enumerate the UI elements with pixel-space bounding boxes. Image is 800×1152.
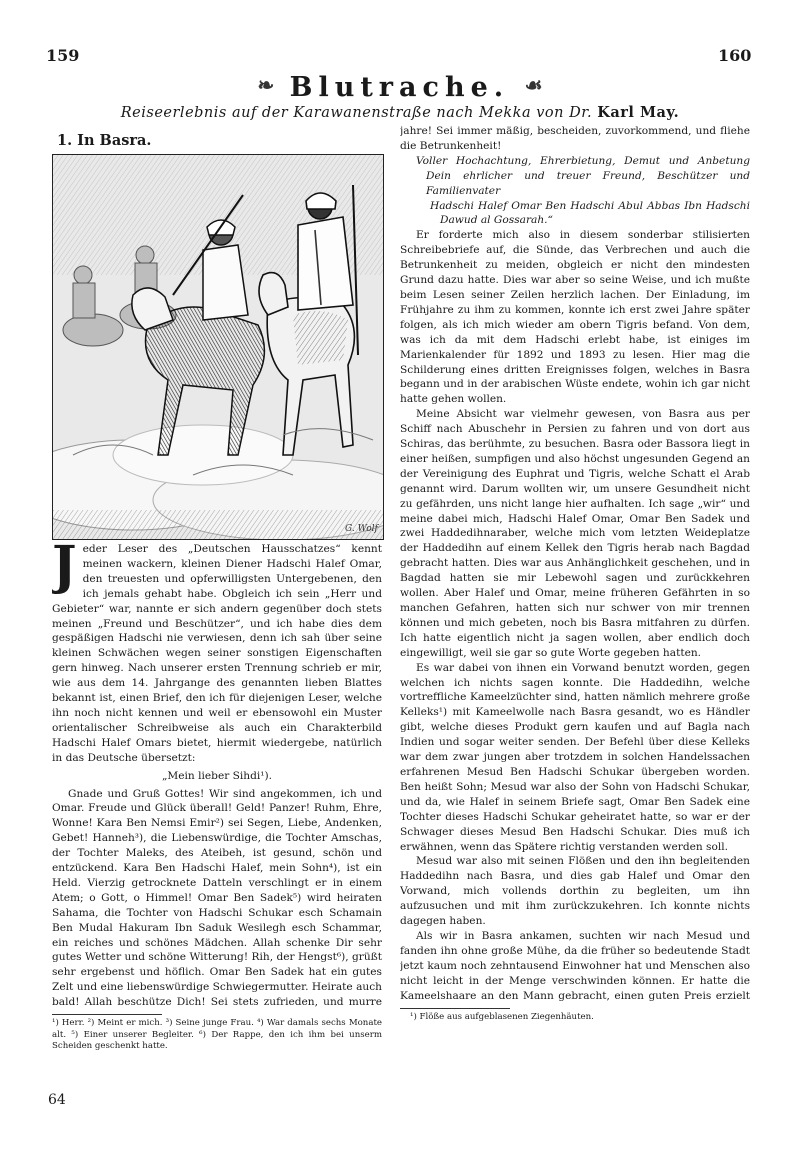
letter-salutation: „Mein lieber Sihdi¹).	[161, 769, 273, 782]
opening-paragraph-text: eder Leser des „Deutschen Hausschatzes“ kennt meinen wackern, kleinen Diener Hadschi Halef Omar, den treuesten und opferwilligsten Untergebenen, den ich jemals gehabt habe. Obgleich ich sein „Herr und Gebieter“ war, nannte er sich andern gegenüber doch stets meinen „Freund und Beschützer“, und ich habe dies dem gespäßigen Hadschi nie verwiesen, denn ich sah über seine kleinen Schwächen wegen seiner sonstigen Eigenschaften gern hinweg. Nach unserer ersten Trennung schrieb er mir, wie aus dem 14. Jahrgange des genannten lieben Blattes bekannt ist, einen Brief, den ich für diejenigen Leser, welche ihn noch nicht kennen und weil er ebensowohl ein Muster orientalischer Schreibweise als auch ein Charakterbild Hadschi Halef Omars bietet, hiermit wiedergebe, natürlich in das Deutsche übersetzt:	[52, 543, 382, 764]
drop-cap: J	[52, 542, 77, 596]
section-heading: 1. In Basra.	[57, 132, 152, 149]
letter-signature: Hadschi Halef Omar Ben Hadschi Abul Abbas Ibn Hadschi Dawud al Gossarah.“	[430, 199, 750, 227]
opening-paragraph	[52, 542, 382, 766]
right-column-text	[400, 124, 750, 1004]
letter-closing: Voller Hochachtung, Ehrerbietung, Demut und Anbetung Dein ehrlicher und treuer Freund, Beschützer und Familienvater	[416, 154, 750, 197]
left-column-text	[52, 542, 382, 1012]
paragraph-2: Meine Absicht war vielmehr gewesen, von Basra aus per Schiff nach Abuschehr in Persien zu fahren und von dort aus Schiras, das berühmte, zu besuchen. Basra oder Bassora liegt in einer heißen, sumpfigen und also höchst ungesunden Gegend an der Vereinigung des Euphrat und Tigris, welche Schatt el Arab genannt wird. Darum wollten wir, um unsere Gesundheit nicht zu gefährden, uns nicht lange hier aufhalten. Ich sage „wir“ und meine dabei mich, Hadschi Halef Omar, Omar Ben Sadek und zwei Haddedihnaraber, welche mich vom letzten Weideplatze der Haddedihn auf einem Kellek den Tigris herab nach Bagdad gebracht hatten. Dies war aus Anhänglichkeit geschehen, und in Bagdad hatten sie mir Lebewohl sagen und zurückkehren wollen. Aber Halef und Omar, meine früheren Gefährten in so manchen Gefahren, hatten sich nur schwer von mir trennen können und mich gebeten, noch bis Basra mitfahren zu dürfen. Ich hatte eigentlich nicht ja sagen wollen, aber endlich doch eingewilligt, weil sie gar so gute Worte gegeben hatten.	[400, 408, 750, 659]
riders-engraving-icon	[53, 155, 383, 539]
ornament-right-icon: ☙	[524, 73, 543, 97]
letter-body: Gnade und Gruß Gottes! Wir sind angekommen, ich und Omar. Freude und Glück überall! Geld! Panzer! Ruhm, Ehre, Wonne! Kara Ben Nemsi Emir²) sei Segen, Liebe, Andenken, Gebet! Hanneh³), die Liebenswürdige, die Tochter Amschas, der Tochter Maleks, des Ateibeh, ist gesund, schön und entzückend. Kara Ben Hadschi Halef, mein Sohn⁴), ist ein Held. Vierzig getrocknete Datteln verschlingt er in einem Atem; o Gott, o Himmel! Omar Ben Sadek⁵) wird heiraten Sahama, die Tochter von Hadschi Schukar esch Schamain Ben Mudal Hakuram Ibn Saduk Wesilegh esch Schammar, ein reiches und schönes Mädchen. Allah schenke Dir sehr gutes Wetter und schöne Witterung! Rih, der Hengst⁶), grüßt sehr ergebenst und höflich. Omar Ben Sadek hat ein gutes Zelt und eine liebenswürdige Schwiegermutter. Heirate auch bald! Allah beschütze Dich! Sei stets zufrieden, und murre	[52, 787, 382, 1009]
article-title-text: Blutrache.	[289, 72, 510, 103]
ornament-left-icon: ❧	[257, 73, 275, 97]
illustration-riders	[52, 154, 384, 540]
paragraph-4: Mesud war also mit seinen Flößen und den ihn begleitenden Haddedihn nach Basra, und dies gab Halef und Omar den Vorwand, mich vollends dorthin zu begleiten, um ihn aufzusuchen und mit ihm zurückzukehren. Ich konnte nichts dagegen haben.	[400, 855, 750, 928]
paragraph-1: Er forderte mich also in diesem sonderbar stilisierten Schreibebriefe auf, die Sünde, das Verbrechen und auch die Betrunkenheit zu meiden, obgleich er nicht den mindesten Grund dazu hatte. Dies war aber so seine Weise, und ich mußte beim Lesen seiner Zeilen herzlich lachen. Der Einladung, im Frühjahre zu ihm zu kommen, konnte ich erst zwei Jahre später folgen, als ich mich wieder am obern Tigris befand. Von dem, was ich da mit dem Hadschi erlebt habe, ist einiges im Marienkalender für 1892 und 1893 zu lesen. Hier mag die Schilderung eines dritten Ereignisses folgen, welches in Basra begann und in der arabischen Wüste endete, wohin ich gar nicht hatte gehen wollen.	[400, 229, 750, 406]
bottom-page-number: 64	[48, 1092, 66, 1108]
page-number-right: 160	[718, 46, 752, 65]
paragraph-5: Als wir in Basra ankamen, suchten wir nach Mesud und fanden ihn ohne große Mühe, da die früher so bedeutende Stadt jetzt kaum noch zehntausend Einwohner hat und Menschen also nicht leicht in der Menge verschwinden können. Er hatte die Kameelshaare an den Mann gebracht, einen guten Preis erzielt	[400, 929, 750, 1002]
article-title	[0, 72, 800, 103]
letter-continuation: jahre! Sei immer mäßig, bescheiden, zuvorkommend, und fliehe die Betrunkenheit!	[400, 125, 750, 152]
footnote-rule-left	[52, 1014, 162, 1015]
author-name: Karl May.	[597, 104, 680, 121]
article-subtitle	[0, 104, 800, 121]
footnotes-left: ¹) Herr. ²) Meint er mich. ³) Seine junge Frau. ⁴) War damals sechs Monate alt. ⁵) Einer unserer Begleiter. ⁶) Der Rappe, den ich ihm bei unserm Scheiden geschenkt hatte.	[52, 1018, 382, 1051]
footnote-rule-right	[400, 1008, 510, 1009]
subtitle-text: Reiseerlebnis auf der Karawanenstraße nach Mekka von Dr.	[120, 105, 593, 121]
paragraph-3: Es war dabei von ihnen ein Vorwand benutzt worden, gegen welchen ich nichts sagen konnte. Die Haddedihn, welche vortreffliche Kameelzüchter sind, hatten nämlich mehrere große Kelleks¹) mit Kameelwolle nach Basra gesandt, wo es Händler gibt, welche dieses Produkt gern kaufen und auf Bagla nach Indien und sogar weiter senden. Der Befehl über diese Kelleks war dem zwar jungen aber trotzdem in solchen Handelssachen erfahrenen Mesud Ben Hadschi Schukar übergeben worden. Ben heißt Sohn; Mesud war also der Sohn von Hadschi Schukar, und da, wie Halef in seinem Briefe sagt, Omar Ben Sadek eine Tochter dieses Hadschi Schukar geheiratet hatte, so war er der Schwager dieses Mesud Ben Hadschi Schukar. Dies muß ich erwähnen, wenn das Spätere richtig verstanden werden soll.	[400, 661, 750, 853]
illustration-signature: G. Wolf	[345, 524, 378, 534]
footnote-right: ¹) Flöße aus aufgeblasenen Ziegenhäuten.	[410, 1012, 594, 1022]
page-number-left: 159	[46, 46, 80, 65]
